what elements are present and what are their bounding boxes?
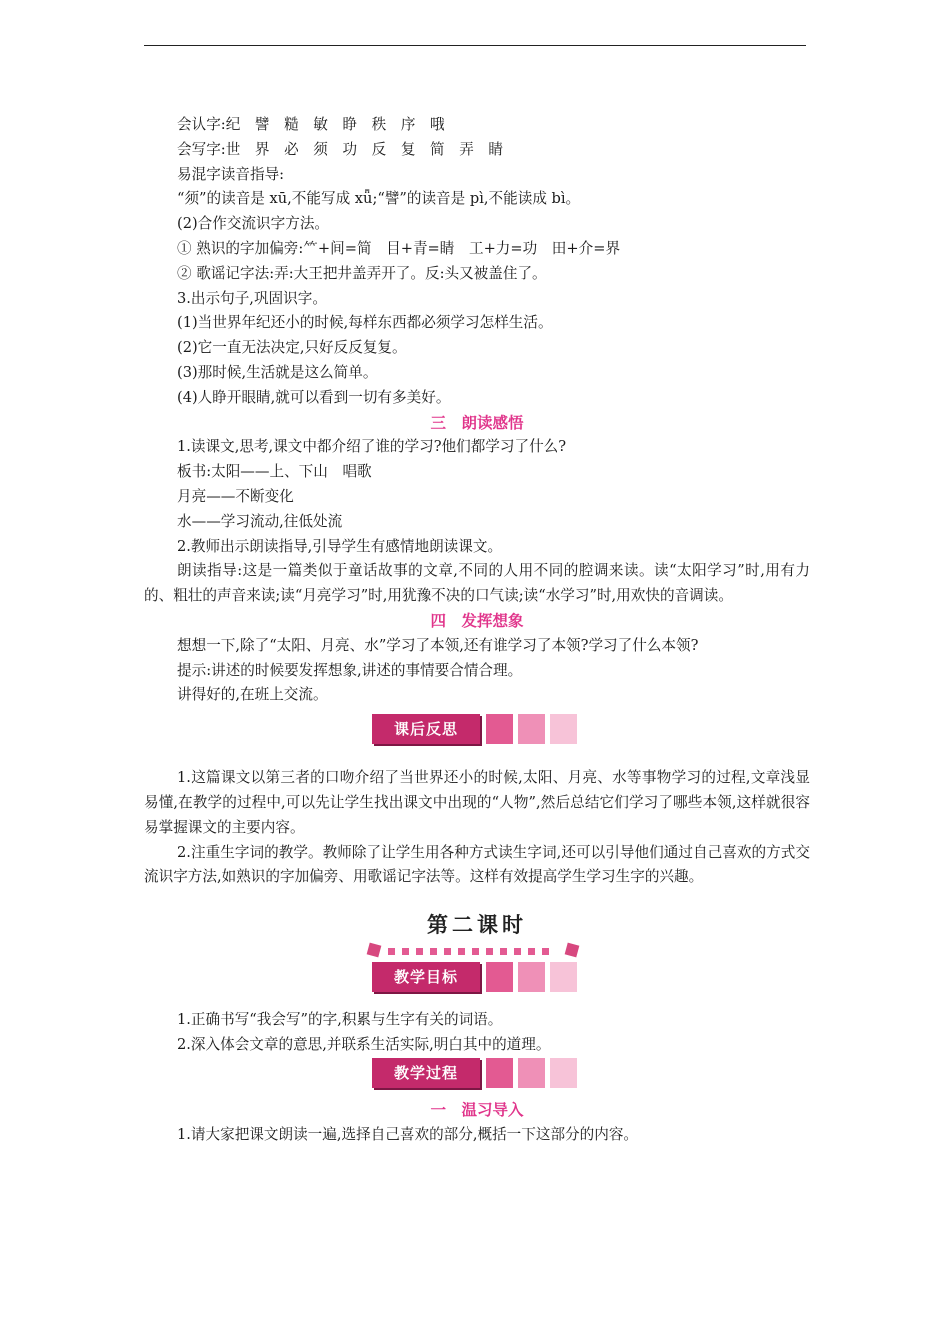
dot (402, 948, 409, 955)
board-line-1: 板书:太阳——上、下山 唱歌 (177, 463, 372, 481)
dot (500, 948, 507, 955)
banner-square (550, 962, 577, 992)
pronunciation-guide-label: 易混字读音指导: (177, 165, 285, 183)
step-3: 3.出示句子,巩固识字。 (177, 289, 327, 307)
pinyin-note: “须”的读音是 xū,不能写成 xǖ;“譬”的读音是 pì,不能读成 bì。 (177, 190, 581, 208)
section-heading-review: 一 温习导入 (430, 1099, 524, 1119)
step-2: (2)合作交流识字方法。 (177, 215, 330, 233)
banner-square (518, 714, 545, 744)
banner-label: 教学目标 (372, 962, 480, 992)
recognize-chars: 会认字:纪 譬 糙 敏 睁 秩 序 哦 (177, 116, 445, 133)
reflection-banner (144, 708, 810, 760)
sentence-2: (2)它一直无法决定,只好反反复复。 (177, 339, 407, 357)
banner-label: 教学过程 (372, 1058, 480, 1088)
read-step-2: 2.教师出示朗读指导,引导学生有感情地朗读课文。 (177, 537, 503, 555)
imagine-2: 提示:讲述的时候要发挥想象,讲述的事情要合情合理。 (177, 661, 523, 679)
banner-label: 课后反思 (372, 714, 480, 744)
imagine-3: 讲得好的,在班上交流。 (177, 686, 328, 704)
dot (416, 948, 423, 955)
section-heading-imagine: 四 发挥想象 (430, 610, 524, 630)
review-step-1: 1.请大家把课文朗读一遍,选择自己喜欢的部分,概括一下这部分的内容。 (177, 1125, 639, 1143)
dot (430, 948, 437, 955)
board-line-3: 水——学习流动,往低处流 (177, 512, 343, 530)
header-rule (144, 45, 806, 46)
lesson-dots (368, 944, 582, 958)
document-body (144, 113, 810, 1147)
imagine-1: 想想一下,除了“太阳、月亮、水”学习了本领,还有谁学习了本领?学习了什么本领? (177, 636, 699, 654)
banner-square (486, 714, 513, 744)
section-heading-read: 三 朗读感悟 (430, 412, 524, 432)
sentence-1: (1)当世界年纪还小的时候,每样东西都必须学习怎样生活。 (177, 314, 553, 332)
dot (514, 948, 521, 955)
dot (486, 948, 493, 955)
lesson-title: 第二课时 (427, 913, 527, 938)
dot (444, 948, 451, 955)
dot (542, 948, 549, 955)
sentence-3: (3)那时候,生活就是这么简单。 (177, 363, 378, 381)
lesson-title-block (144, 904, 810, 962)
sentence-4: (4)人睁开眼睛,就可以看到一切有多美好。 (177, 388, 451, 406)
board-line-2: 月亮——不断变化 (177, 487, 294, 505)
reflection-2: 2.注重生字词的教学。教师除了让学生用各种方式读生字词,还可以引导他们通过自己喜欢的方式交流识字方法,如熟识的字加偏旁、用歌谣记字法等。这样有效提高学生学习生字的兴趣。 (144, 843, 810, 886)
banner-square (550, 714, 577, 744)
dot (472, 948, 479, 955)
banner-square (518, 1058, 545, 1088)
banner-square (486, 962, 513, 992)
dot-square (565, 943, 580, 958)
goals-banner (144, 962, 810, 1008)
method-2: ② 歌谣记字法:弄:大王把井盖弄开了。反:头又被盖住了。 (177, 264, 547, 282)
banner-square (486, 1058, 513, 1088)
dot (528, 948, 535, 955)
write-chars: 会写字:世 界 必 须 功 反 复 简 弄 睛 (177, 140, 503, 158)
goal-2: 2.深入体会文章的意思,并联系生活实际,明白其中的道理。 (177, 1035, 551, 1053)
dot (458, 948, 465, 955)
dot (388, 948, 395, 955)
dot-square (367, 943, 382, 958)
process-banner (144, 1058, 810, 1098)
method-1: ① 熟识的字加偏旁:⺮+间=简 目+青=睛 工+力=功 田+介=界 (177, 239, 621, 257)
banner-square (518, 962, 545, 992)
read-step-1: 1.读课文,思考,课文中都介绍了谁的学习?他们都学习了什么? (177, 438, 567, 456)
reading-guide: 朗读指导:这是一篇类似于童话故事的文章,不同的人用不同的腔调来读。读“太阳学习”时,用有力的、粗壮的声音来读;读“月亮学习”时,用犹豫不决的口气读;读“水学习”时,用欢快的音调读。 (144, 562, 810, 605)
reflection-1: 1.这篇课文以第三者的口吻介绍了当世界还小的时候,太阳、月亮、水等事物学习的过程,文章浅显易懂,在教学的过程中,可以先让学生找出课文中出现的“人物”,然后总结它们学习了哪些本领,这样就很容易掌握课文的主要内容。 (144, 769, 810, 836)
goal-1: 1.正确书写“我会写”的字,积累与生字有关的词语。 (177, 1011, 503, 1029)
banner-square (550, 1058, 577, 1088)
